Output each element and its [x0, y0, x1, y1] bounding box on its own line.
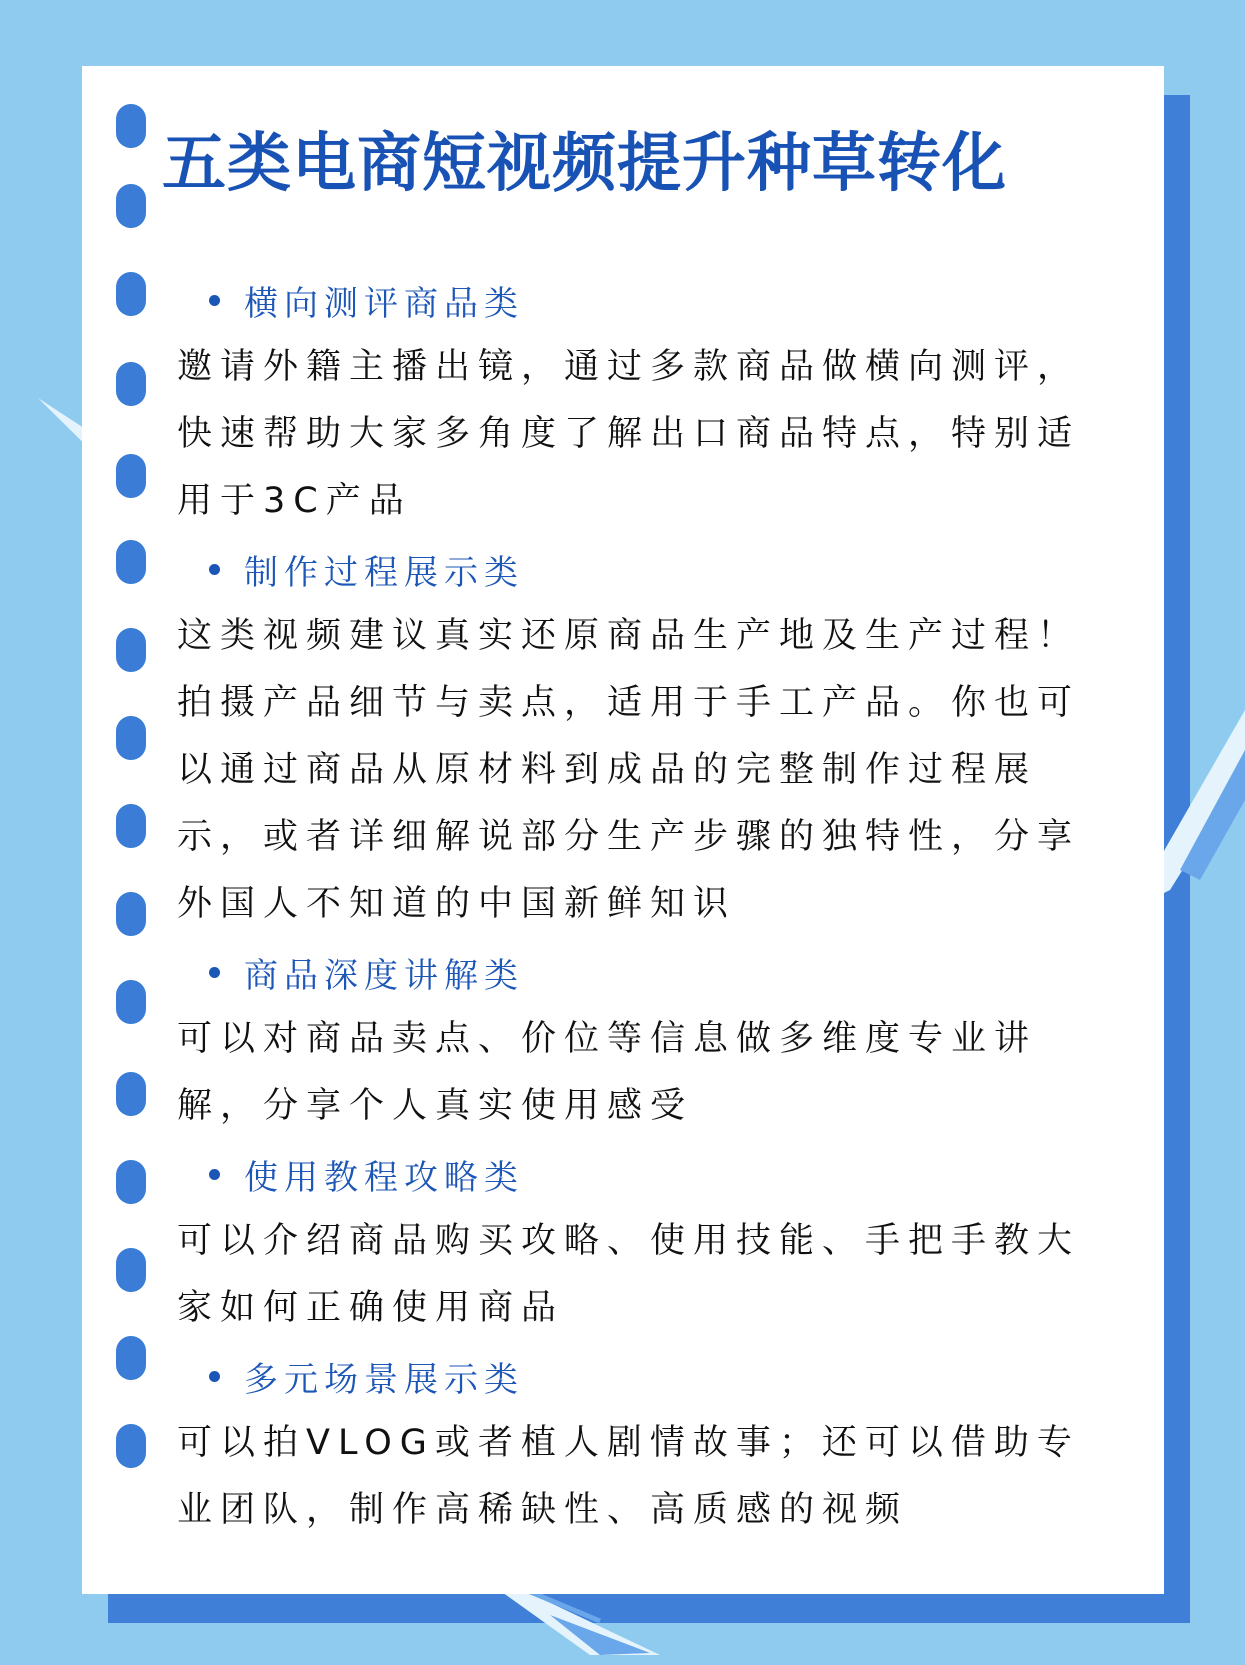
binder-hole [116, 980, 146, 1024]
bullet-icon [209, 1371, 220, 1382]
section-heading-row [177, 535, 1117, 603]
section-heading: 制作过程展示类 [244, 552, 524, 593]
section-item [177, 266, 1117, 535]
binder-hole [116, 272, 146, 316]
section-item [177, 1140, 1117, 1342]
section-heading-row [177, 1140, 1117, 1208]
binder-hole [116, 1424, 146, 1468]
bullet-icon [209, 1169, 220, 1180]
binder-hole [116, 1336, 146, 1380]
binder-hole [116, 362, 146, 406]
section-heading: 商品深度讲解类 [244, 955, 524, 996]
section-body: 可以对商品卖点、价位等信息做多维度专业讲解，分享个人真实使用感受 [177, 1019, 1038, 1126]
binder-hole [116, 716, 146, 760]
section-heading: 使用教程攻略类 [244, 1157, 524, 1198]
bullet-icon [209, 564, 220, 575]
section-body: 可以介绍商品购买攻略、使用技能、手把手教大家如何正确使用商品 [177, 1221, 1081, 1328]
binder-hole [116, 540, 146, 584]
section-body: 邀请外籍主播出镜，通过多款商品做横向测评，快速帮助大家多角度了解出口商品特点，特别适用于3C产品 [177, 347, 1081, 521]
bullet-icon [209, 967, 220, 978]
section-item [177, 1342, 1117, 1544]
section-heading-row [177, 1342, 1117, 1410]
binder-hole [116, 628, 146, 672]
sections-list [177, 266, 1117, 1544]
section-item [177, 938, 1117, 1140]
binder-hole [116, 1072, 146, 1116]
section-heading: 横向测评商品类 [244, 283, 524, 324]
section-heading-row [177, 938, 1117, 1006]
binder-hole [116, 1248, 146, 1292]
binder-hole [116, 184, 146, 228]
binder-hole [116, 1160, 146, 1204]
content-card [82, 66, 1164, 1594]
binder-hole [116, 104, 146, 148]
page-title: 五类电商短视频提升种草转化 [162, 127, 1007, 201]
section-item [177, 535, 1117, 938]
binder-hole [116, 892, 146, 936]
bullet-icon [209, 295, 220, 306]
section-body: 可以拍VLOG或者植人剧情故事；还可以借助专业团队，制作高稀缺性、高质感的视频 [177, 1423, 1080, 1530]
section-body: 这类视频建议真实还原商品生产地及生产过程！拍摄产品细节与卖点，适用于手工产品。你也可以通过商品从原材料到成品的完整制作过程展示，或者详细解说部分生产步骤的独特性，分享外国人不知道的中国新鲜知识 [177, 616, 1081, 924]
section-heading: 多元场景展示类 [244, 1359, 524, 1400]
section-heading-row [177, 266, 1117, 334]
binder-hole [116, 454, 146, 498]
binder-hole [116, 804, 146, 848]
